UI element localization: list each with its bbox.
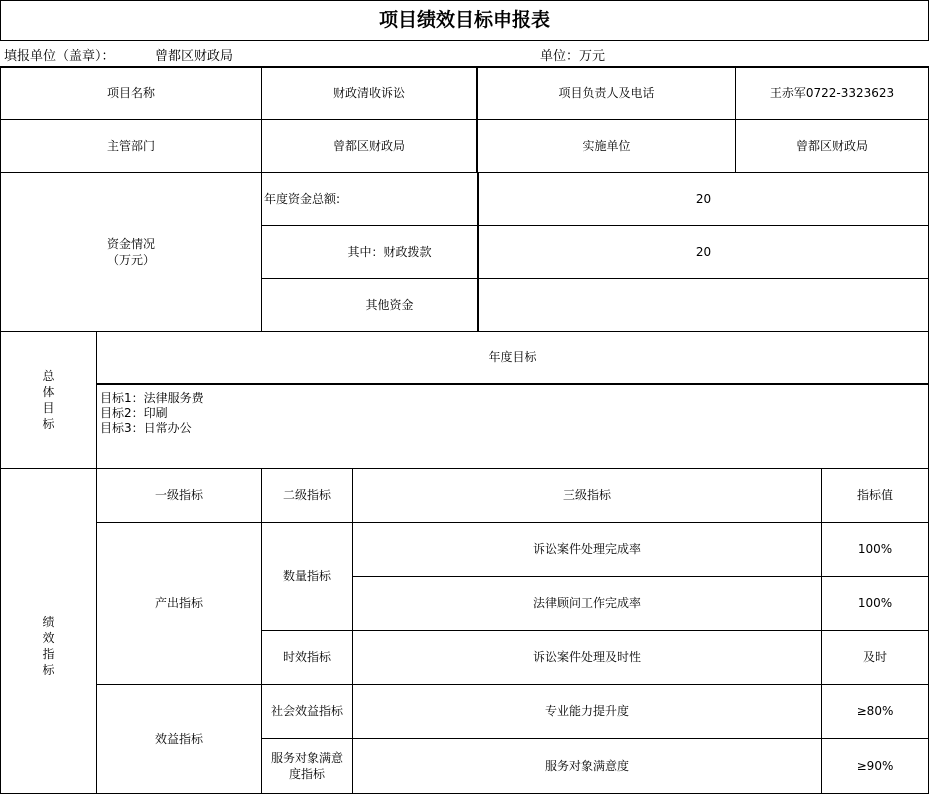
indicator-row-4-value: ≥80% xyxy=(822,685,929,739)
goal-1: 目标1：法律服务费 xyxy=(100,391,204,405)
unit-label: 填报单位（盖章）： xyxy=(4,49,115,64)
funds-finance-value: 20 xyxy=(478,226,929,279)
quantity-label: 数量指标 xyxy=(262,523,353,631)
dept-label: 主管部门 xyxy=(0,120,262,173)
year-goals-list xyxy=(97,385,929,469)
benefit-label: 效益指标 xyxy=(97,685,262,794)
project-name-label: 项目名称 xyxy=(0,66,262,120)
indicator-row-3-value: 及时 xyxy=(822,631,929,685)
indicator-row-2-name: 法律顾问工作完成率 xyxy=(353,577,822,631)
timeliness-label: 时效指标 xyxy=(262,631,353,685)
indicator-row-5-value: ≥90% xyxy=(822,739,929,794)
indicator-row-4-name: 专业能力提升度 xyxy=(353,685,822,739)
indicator-row-1-name: 诉讼案件处理完成率 xyxy=(353,523,822,577)
impl-value: 曾都区财政局 xyxy=(736,120,929,173)
currency-label: 单位：万元 xyxy=(540,49,606,64)
funds-finance-label: 其中：财政拨款 xyxy=(262,226,478,279)
header-level3: 三级指标 xyxy=(353,469,822,523)
funds-label: 资金情况 （万元） xyxy=(0,173,262,332)
goal-3: 目标3：日常办公 xyxy=(100,421,192,435)
funds-other-label: 其他资金 xyxy=(262,279,478,332)
indicator-row-3-name: 诉讼案件处理及时性 xyxy=(353,631,822,685)
manager-label: 项目负责人及电话 xyxy=(477,66,736,120)
satisfaction-label: 服务对象满意 度指标 xyxy=(262,739,353,794)
indicator-row-5-name: 服务对象满意度 xyxy=(353,739,822,794)
funds-other-value xyxy=(478,279,929,332)
indicator-row-2-value: 100% xyxy=(822,577,929,631)
header-value: 指标值 xyxy=(822,469,929,523)
header-level1: 一级指标 xyxy=(97,469,262,523)
project-name: 财政清收诉讼 xyxy=(262,66,477,120)
goal-2: 目标2：印刷 xyxy=(100,406,168,420)
header-level2: 二级指标 xyxy=(262,469,353,523)
title-text: 项目绩效目标申报表 xyxy=(378,9,550,31)
impl-label: 实施单位 xyxy=(477,120,736,173)
manager-value: 王赤军0722-3323623 xyxy=(736,66,929,120)
unit-value: 曾都区财政局 xyxy=(155,49,234,64)
performance-label: 绩 效 指 标 xyxy=(0,469,97,794)
header-row xyxy=(0,41,929,66)
funds-total-label: 年度资金总额: xyxy=(262,173,478,226)
funds-total-value: 20 xyxy=(478,173,929,226)
indicator-row-1-value: 100% xyxy=(822,523,929,577)
output-label: 产出指标 xyxy=(97,523,262,685)
page-title xyxy=(0,0,929,41)
social-label: 社会效益指标 xyxy=(262,685,353,739)
year-goal-label: 年度目标 xyxy=(97,332,929,385)
dept-value: 曾都区财政局 xyxy=(262,120,477,173)
overall-goal-label: 总 体 目 标 xyxy=(0,332,97,469)
